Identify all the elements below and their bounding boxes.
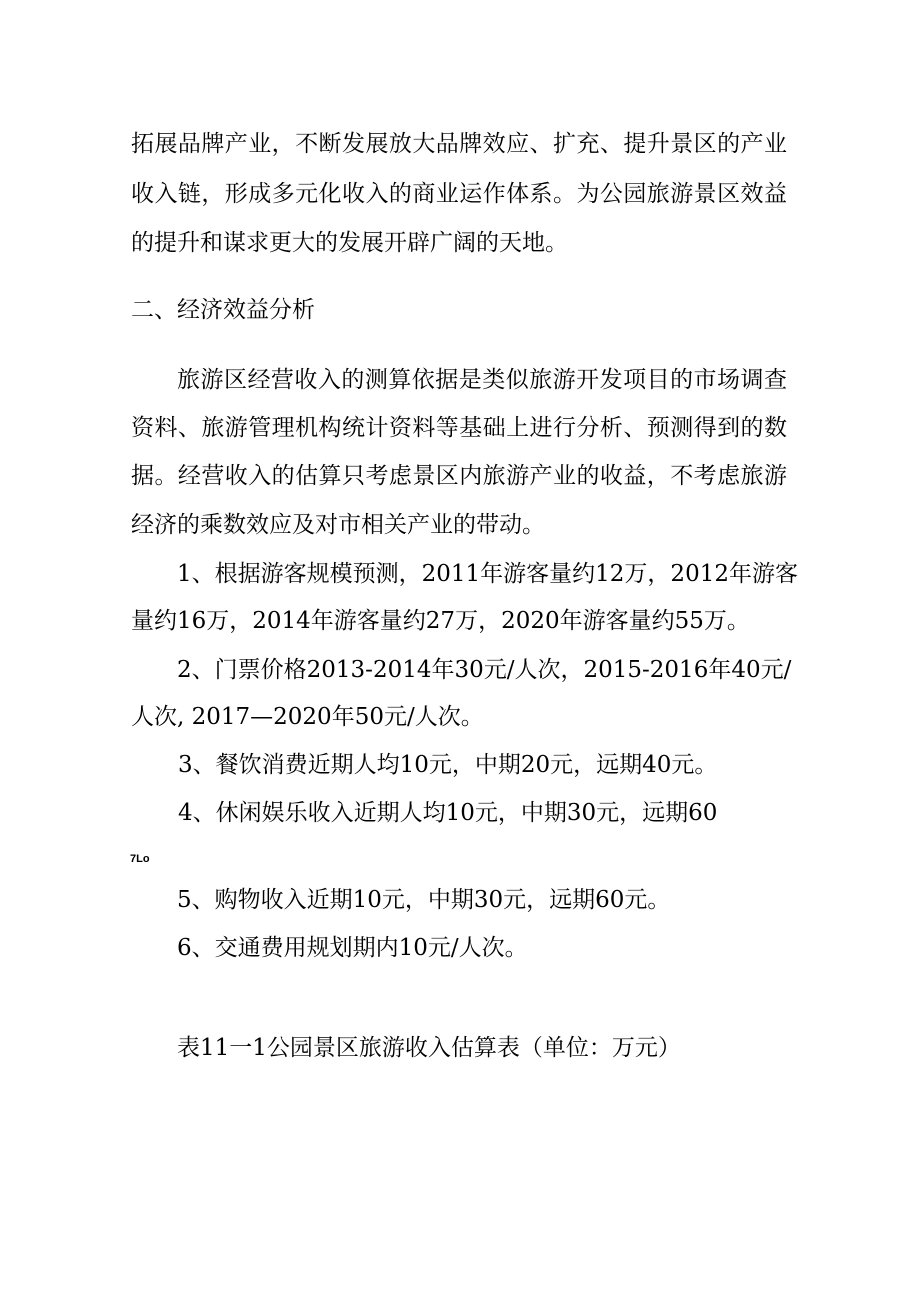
text-line: 资料、旅游管理机构统计资料等基础上进行分析、预测得到的数 (131, 415, 787, 441)
garbled-text-fragment: 7Lo (130, 853, 150, 865)
text-line: 拓展品牌产业，不断发展放大品牌效应、扩充、提升景区的产业 (131, 131, 787, 157)
text-line: 量约16万，2014年游客量约27万，2020年游客量约55万。 (131, 608, 750, 634)
text-line: 据。经营收入的估算只考虑景区内旅游产业的收益，不考虑旅游 (131, 463, 787, 489)
table-caption: 表11一1公园景区旅游收入估算表（单位：万元） (177, 1035, 681, 1061)
text-line: 2、门票价格2013-2014年30元/人次，2015-2016年40元/ (177, 657, 792, 683)
text-line: 的提升和谋求更大的发展开辟广阔的天地。 (131, 230, 568, 256)
section-heading: 二、经济效益分析 (131, 297, 315, 323)
list-item: 4、休闲娱乐收入近期人均10元，中期30元，远期60 (178, 800, 718, 826)
text-line: 人次, 2017—2020年50元/人次。 (131, 704, 484, 730)
text-line: 收入链，形成多元化收入的商业运作体系。为公园旅游景区效益 (131, 181, 787, 207)
text-line: 1、根据游客规模预测，2011年游客量约12万，2012年游客 (177, 561, 798, 587)
list-item: 5、购物收入近期10元，中期30元，远期60元。 (177, 887, 671, 913)
list-item: 6、交通费用规划期内10元/人次。 (177, 935, 528, 961)
text-line: 经济的乘数效应及对市相关产业的带动。 (131, 512, 545, 538)
text-line: 旅游区经营收入的测算依据是类似旅游开发项目的市场调查 (177, 367, 787, 393)
list-item: 3、餐饮消费近期人均10元，中期20元，远期40元。 (178, 752, 718, 778)
